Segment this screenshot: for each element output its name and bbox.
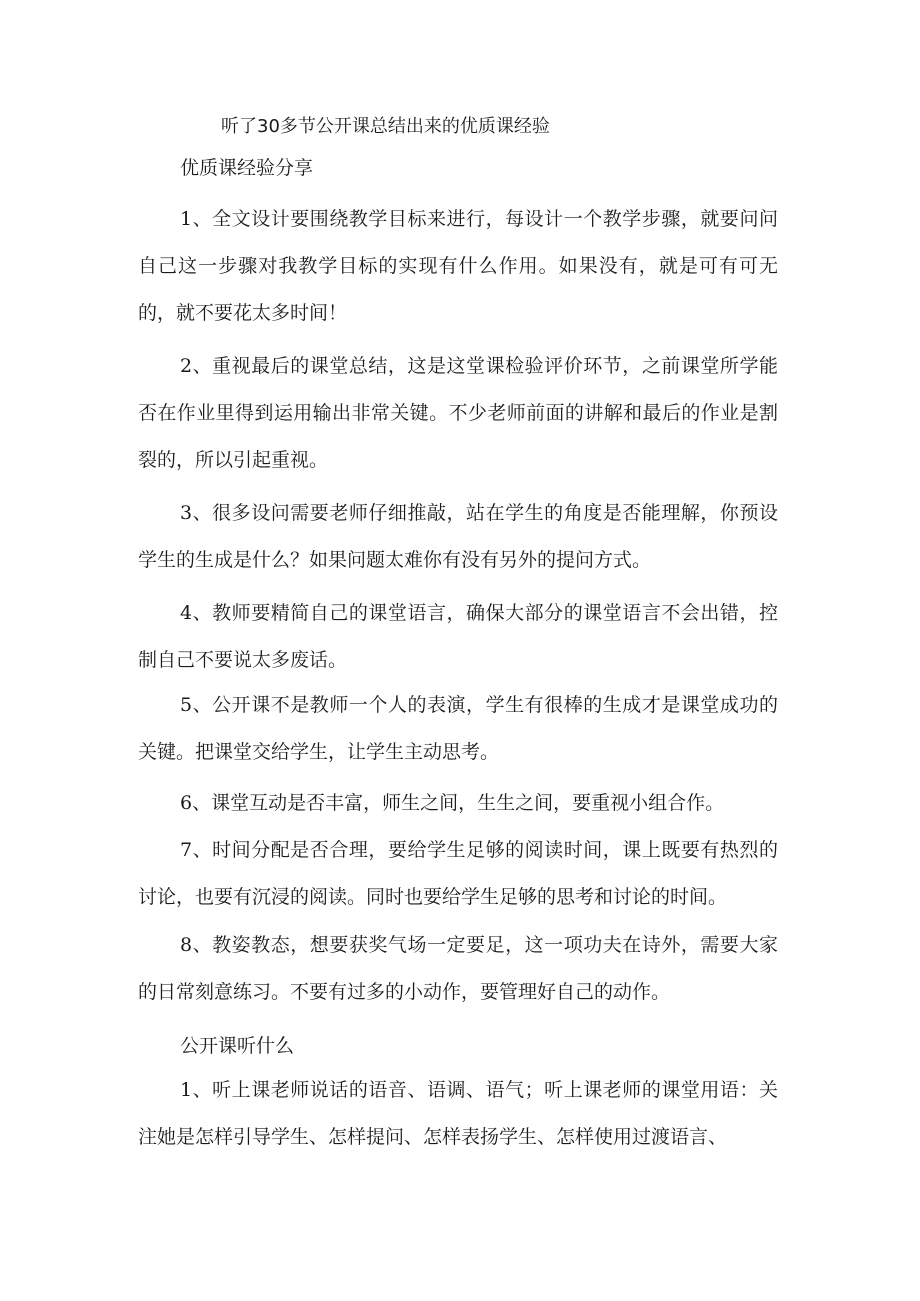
- paragraph-7: 7、时间分配是否合理，要给学生足够的阅读时间，课上既要有热烈的讨论，也要有沉浸的阅读。同时也要给学生足够的思考和讨论的时间。: [138, 839, 778, 908]
- paragraph-5: 5、公开课不是教师一个人的表演，学生有很棒的生成才是课堂成功的关键。把课堂交给学生，让学生主动思考。: [138, 694, 778, 763]
- section-heading-experience: 优质课经验分享: [180, 157, 314, 179]
- paragraph-2: 2、重视最后的课堂总结，这是这堂课检验评价环节，之前课堂所学能否在作业里得到运用输出非常关键。不少老师前面的讲解和最后的作业是割裂的，所以引起重视。: [138, 355, 778, 471]
- paragraph-8: 8、教姿教态，想要获奖气场一定要足，这一项功夫在诗外，需要大家的日常刻意练习。不要有过多的小动作，要管理好自己的动作。: [138, 934, 778, 1003]
- paragraph-3: 3、很多设问需要老师仔细推敲，站在学生的角度是否能理解，你预设学生的生成是什么？如果问题太难你有没有另外的提问方式。: [138, 502, 778, 571]
- section-heading-listen: 公开课听什么: [180, 1035, 295, 1057]
- paragraph-listen-1: 1、听上课老师说话的语音、语调、语气；听上课老师的课堂用语：关注她是怎样引导学生、怎样提问、怎样表扬学生、怎样使用过渡语言、: [138, 1079, 778, 1148]
- paragraph-4: 4、教师要精简自己的课堂语言，确保大部分的课堂语言不会出错，控制自己不要说太多废话。: [138, 602, 778, 671]
- paragraph-6: 6、课堂互动是否丰富，师生之间，生生之间，要重视小组合作。: [180, 792, 725, 814]
- document-title: 听了30多节公开课总结出来的优质课经验: [221, 116, 550, 137]
- paragraph-1: 1、全文设计要围绕教学目标来进行，每设计一个教学步骤，就要问问自己这一步骤对我教学目标的实现有什么作用。如果没有，就是可有可无的，就不要花太多时间！: [138, 208, 778, 324]
